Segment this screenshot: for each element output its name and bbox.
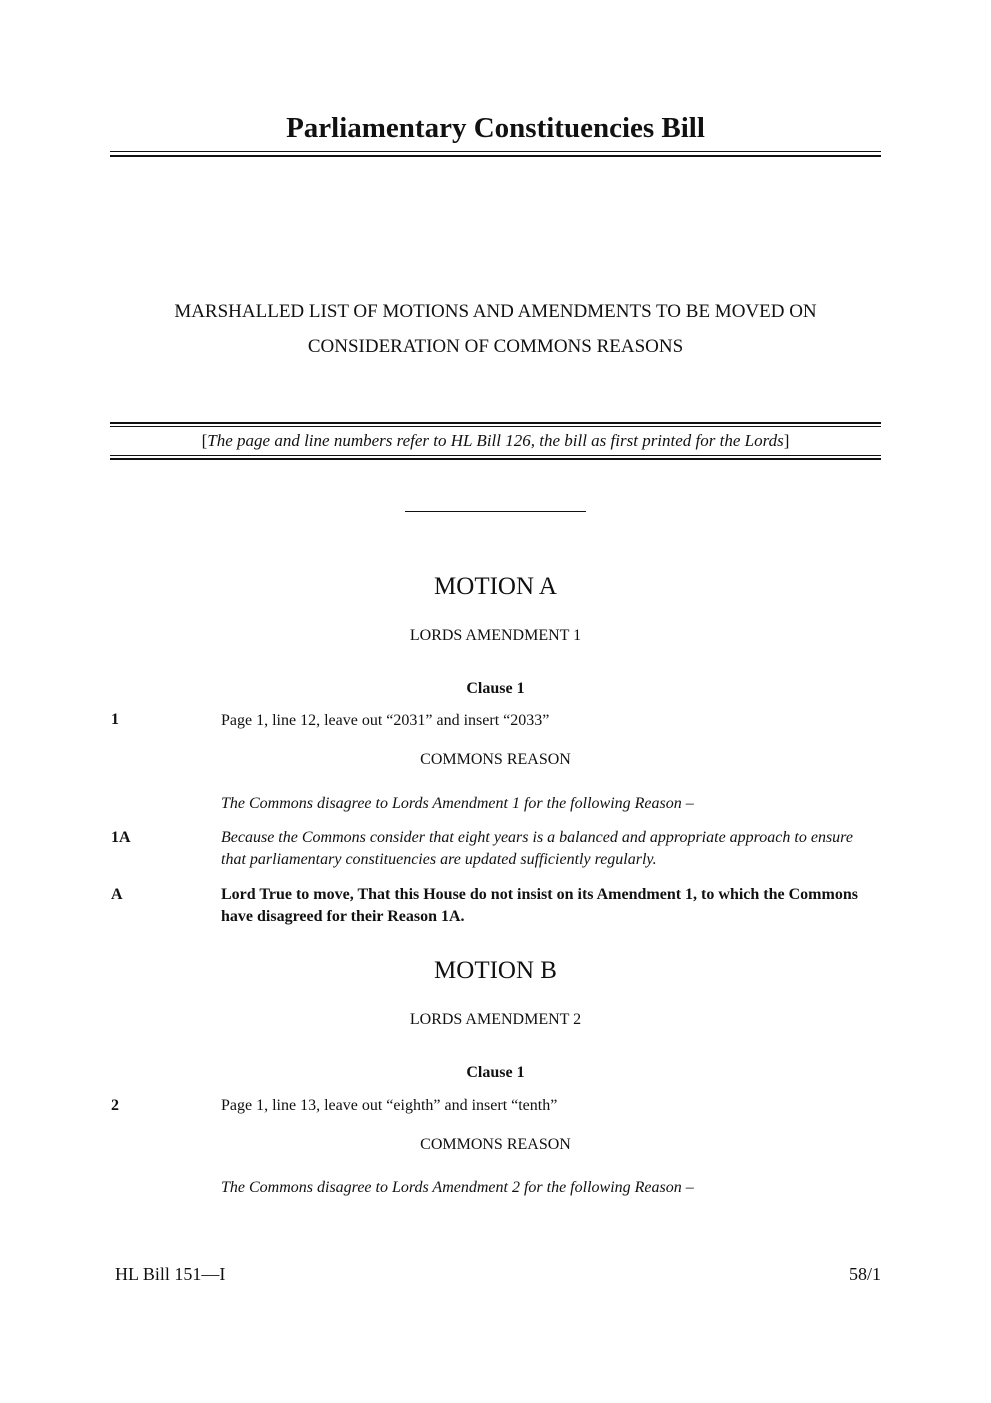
subtitle-line-2: CONSIDERATION OF COMMONS REASONS [307, 336, 684, 357]
reason-intro: The Commons disagree to Lords Amendment 1 for the following Reason – [221, 795, 694, 812]
amendment-text: Page 1, line 13, leave out “eighth” and insert “tenth” [221, 1097, 558, 1114]
footer-bill-reference: HL Bill 151—I [115, 1264, 226, 1284]
document-subtitle [110, 294, 881, 364]
reason-text: Because the Commons consider that eight years is a balanced and appropriate approach to ensure that parliamentary constituencies are updated sufficiently regularly. [221, 829, 853, 868]
motion-a-amendment-heading: LORDS AMENDMENT 1 [409, 627, 582, 644]
note-bottom-rule-thick [110, 458, 881, 460]
note-bottom-rule-thin [110, 455, 881, 456]
title-rule-thick [110, 155, 881, 157]
footer-page-reference: 58/1 [848, 1264, 881, 1284]
page-line-note: [The page and line numbers refer to HL Bill 126, the bill as first printed for the Lords] [201, 431, 790, 450]
amendment-number: 1 [111, 711, 119, 728]
amendment-text: Page 1, line 12, leave out “2031” and insert “2033” [221, 712, 550, 729]
motion-a-heading: MOTION A [434, 573, 557, 600]
reason-intro: The Commons disagree to Lords Amendment 2 for the following Reason – [221, 1179, 694, 1196]
motion-b-amendment-heading: LORDS AMENDMENT 2 [409, 1011, 582, 1028]
reason-number: 1A [111, 829, 131, 846]
section-divider [405, 511, 586, 512]
amendment-number: 2 [111, 1097, 119, 1114]
motion-b-clause: Clause 1 [466, 1064, 525, 1081]
title-rule-thin [110, 151, 881, 152]
subtitle-line-1: MARSHALLED LIST OF MOTIONS AND AMENDMENTS TO BE MOVED ON [174, 301, 817, 322]
document-title: Parliamentary Constituencies Bill [286, 112, 705, 144]
motion-b-heading: MOTION B [434, 957, 557, 984]
motion-a-reason-heading: COMMONS REASON [420, 751, 571, 768]
motion-b-reason-heading: COMMONS REASON [420, 1136, 571, 1153]
motion-text: Lord True to move, That this House do not insist on its Amendment 1, to which the Commons have disagreed for their Reason 1A. [221, 886, 858, 925]
motion-a-clause: Clause 1 [466, 680, 525, 697]
motion-letter: A [111, 886, 123, 903]
note-top-rule-thin [110, 426, 881, 427]
note-top-rule-thick [110, 422, 881, 424]
